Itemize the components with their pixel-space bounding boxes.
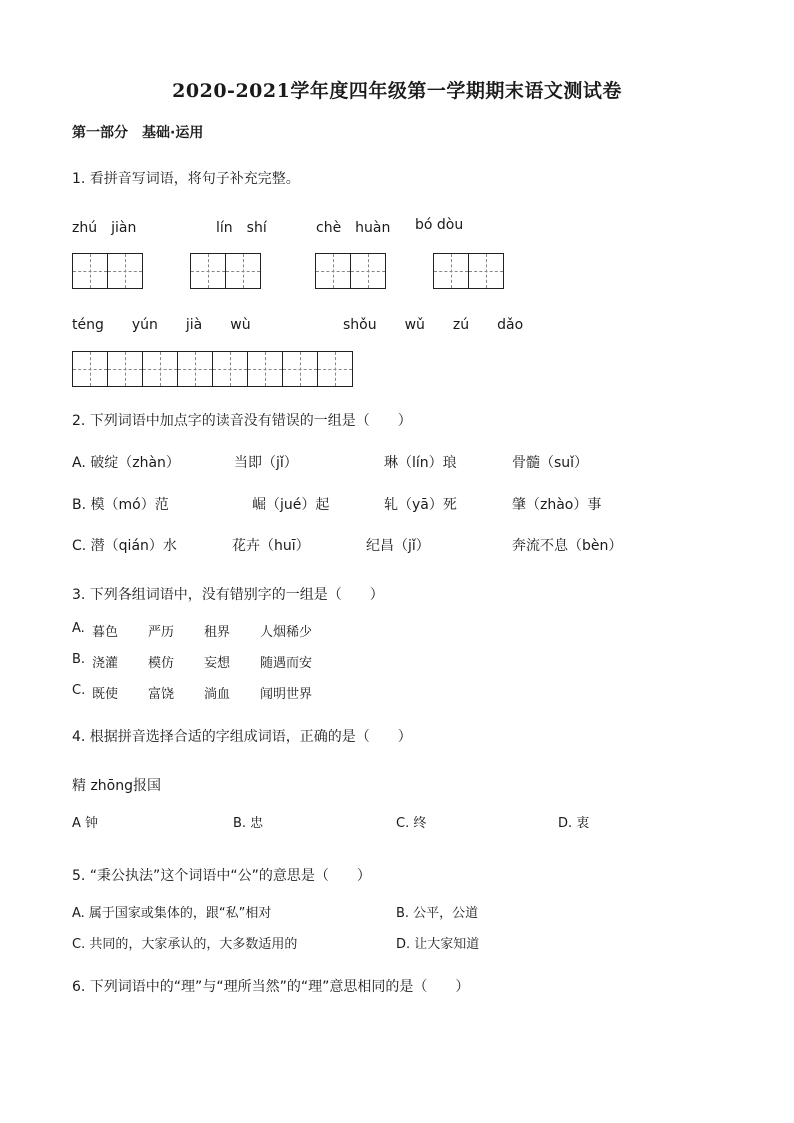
q3-option-c-label: C.	[72, 683, 86, 698]
grid-cell[interactable]	[177, 351, 213, 387]
grid-cell[interactable]	[317, 351, 353, 387]
q2-option-b-3: 轧（yā）死	[384, 497, 457, 513]
q4-option-c: C. 终	[396, 816, 427, 831]
q3-option-a-2: 严历	[148, 625, 175, 640]
q3-option-c-1: 既使	[92, 687, 119, 702]
question-5: 5. “秉公执法”这个词语中“公”的意思是（ ）	[72, 868, 371, 884]
grid-cell[interactable]	[282, 351, 318, 387]
q2-option-a-1: A. 破绽（zhàn）	[72, 455, 180, 471]
q2-option-b-1: B. 模（mó）范	[72, 497, 169, 513]
question-6: 6. 下列词语中的“理”与“理所当然”的“理”意思相同的是（ ）	[72, 979, 470, 995]
section-heading: 第一部分 基础·运用	[72, 125, 204, 141]
grid-cell[interactable]	[468, 253, 504, 289]
q5-option-c: C. 共同的，大家承认的，大多数适用的	[72, 937, 298, 952]
q2-option-b-4: 肇（zhào）事	[512, 497, 602, 513]
page-title: 2020-2021学年度四年级第一学期期末语文测试卷	[172, 80, 622, 102]
q3-option-a-1: 暮色	[92, 625, 119, 640]
pinyin-2: lín shí	[216, 220, 267, 236]
q4-stem: 精 zhōng报国	[72, 778, 161, 794]
q2-option-c-2: 花卉（huī）	[232, 538, 310, 554]
q4-option-a: A 钟	[72, 816, 99, 831]
question-3: 3. 下列各组词语中，没有错别字的一组是（ ）	[72, 587, 384, 603]
grid-cell[interactable]	[107, 253, 143, 289]
q3-option-c-2: 富饶	[148, 687, 175, 702]
q3-option-b-3: 妄想	[204, 656, 231, 671]
q3-option-a-4: 人烟稀少	[260, 625, 313, 640]
q2-option-a-4: 骨髓（suǐ）	[512, 455, 589, 471]
grid-cell[interactable]	[433, 253, 469, 289]
q5-option-d: D. 让大家知道	[396, 937, 480, 952]
answer-grid-5[interactable]	[72, 351, 352, 387]
q5-option-b: B. 公平，公道	[396, 906, 479, 921]
question-2: 2. 下列词语中加点字的读音没有错误的一组是（ ）	[72, 413, 412, 429]
grid-cell[interactable]	[315, 253, 351, 289]
pinyin-6: shǒu wǔ zú dǎo	[343, 317, 524, 333]
q3-option-c-3: 淌血	[204, 687, 231, 702]
q2-option-a-2: 当即（jǐ）	[234, 455, 298, 471]
q2-option-b-2: 崛（jué）起	[252, 497, 330, 513]
q2-option-c-1: C. 潜（qián）水	[72, 538, 177, 554]
answer-grid-2[interactable]	[190, 253, 260, 289]
question-4: 4. 根据拼音选择合适的字组成词语，正确的是（ ）	[72, 729, 412, 745]
pinyin-3: chè huàn	[316, 220, 391, 236]
grid-cell[interactable]	[142, 351, 178, 387]
q4-option-b: B. 忠	[233, 816, 264, 831]
pinyin-4: bó dòu	[415, 217, 464, 233]
q3-option-a-3: 租界	[204, 625, 231, 640]
q3-option-b-2: 模仿	[148, 656, 175, 671]
grid-cell[interactable]	[212, 351, 248, 387]
q3-option-b-4: 随遇而安	[260, 656, 313, 671]
q3-option-c-4: 闻明世界	[260, 687, 313, 702]
q4-option-d: D. 衷	[558, 816, 590, 831]
q2-option-c-4: 奔流不息（bèn）	[512, 538, 623, 554]
q2-option-c-3: 纪昌（jǐ）	[366, 538, 430, 554]
q3-option-b-label: B.	[72, 652, 86, 667]
pinyin-1: zhú jiàn	[72, 220, 137, 236]
grid-cell[interactable]	[72, 351, 108, 387]
answer-grid-1[interactable]	[72, 253, 142, 289]
grid-cell[interactable]	[72, 253, 108, 289]
pinyin-5: téng yún jià wù	[72, 317, 251, 333]
q3-option-a-label: A.	[72, 621, 85, 636]
answer-grid-4[interactable]	[433, 253, 503, 289]
grid-cell[interactable]	[190, 253, 226, 289]
answer-grid-3[interactable]	[315, 253, 385, 289]
q3-option-b-1: 浇灌	[92, 656, 119, 671]
grid-cell[interactable]	[350, 253, 386, 289]
q5-option-a: A. 属于国家或集体的，跟“私”相对	[72, 906, 272, 921]
question-1: 1. 看拼音写词语，将句子补充完整。	[72, 171, 300, 187]
grid-cell[interactable]	[107, 351, 143, 387]
q2-option-a-3: 琳（lín）琅	[384, 455, 457, 471]
grid-cell[interactable]	[247, 351, 283, 387]
grid-cell[interactable]	[225, 253, 261, 289]
